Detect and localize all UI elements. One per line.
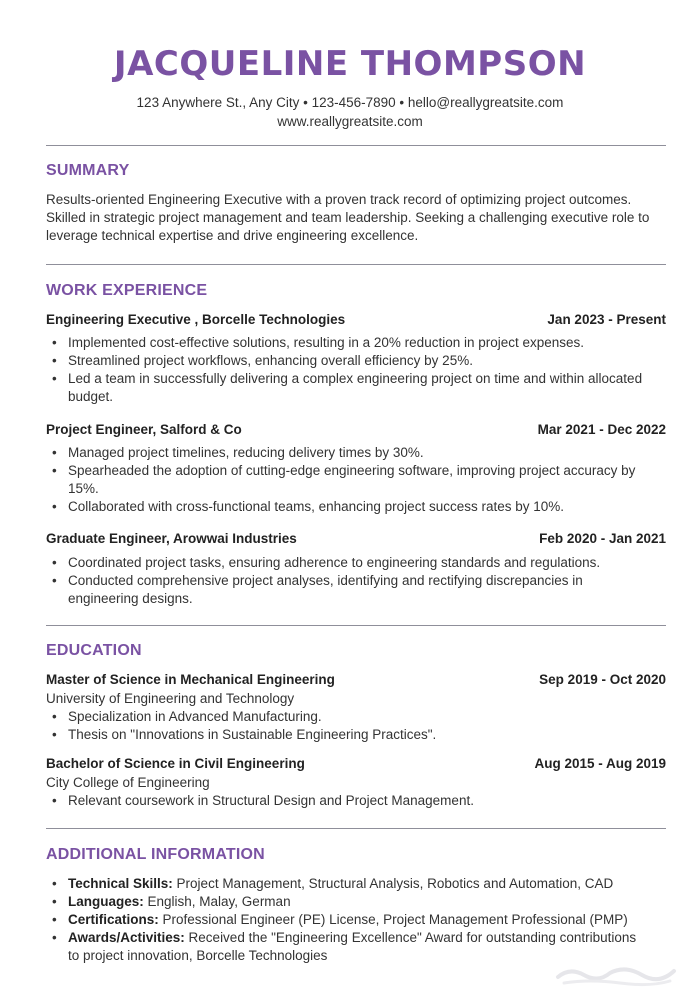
- degree-header: [46, 756, 666, 774]
- contact-line: 123 Anywhere St., Any City • 123-456-7890 • hello@reallygreatsite.com: [136, 95, 564, 110]
- list-item: • Thesis on "Innovations in Sustainable Engineering Practices".: [46, 726, 646, 744]
- list-item: [46, 875, 646, 893]
- job-bullets: [46, 444, 646, 516]
- info-value: Professional Engineer (PE) License, Project Management Professional (PMP): [158, 912, 628, 927]
- website-line: www.reallygreatsite.com: [277, 114, 423, 129]
- info-value: Project Management, Structural Analysis, Robotics and Automation, CAD: [172, 876, 614, 891]
- list-item: [46, 893, 646, 911]
- list-item: • Collaborated with cross-functional teams, enhancing project success rates by 10%.: [46, 498, 646, 516]
- job-title: Engineering Executive , Borcelle Technologies: [46, 312, 346, 327]
- divider: [46, 625, 666, 626]
- list-item: • Specialization in Advanced Manufacturing.: [46, 708, 646, 726]
- list-item: • Managed project timelines, reducing delivery times by 30%.: [46, 444, 646, 462]
- degree-header: [46, 672, 666, 690]
- divider: [46, 828, 666, 829]
- info-label: Certifications:: [68, 912, 159, 927]
- job-header: [46, 312, 666, 330]
- info-value: Received the "Engineering Excellence" Award for outstanding contributions to project innovation, Borcelle Technologies: [68, 930, 637, 963]
- candidate-name: JACQUELINE THOMPSON: [113, 44, 587, 84]
- summary-title: SUMMARY: [46, 162, 130, 179]
- additional-info-list: [46, 875, 646, 965]
- list-item: • Led a team in successfully delivering a complex engineering project on time and within allocated budget.: [46, 370, 646, 406]
- work-experience-title: WORK EXPERIENCE: [46, 282, 208, 299]
- list-item: • Relevant coursework in Structural Design and Project Management.: [46, 792, 646, 810]
- job-dates: Jan 2023 - Present: [547, 312, 666, 327]
- divider: [46, 145, 666, 146]
- job-dates: Feb 2020 - Jan 2021: [539, 531, 666, 546]
- job-dates: Mar 2021 - Dec 2022: [537, 422, 666, 437]
- degree-title: Bachelor of Science in Civil Engineering: [46, 756, 305, 771]
- degree-dates: Sep 2019 - Oct 2020: [539, 672, 666, 687]
- job-header: [46, 422, 666, 440]
- list-item: • Coordinated project tasks, ensuring adherence to engineering standards and regulations.: [46, 554, 646, 572]
- education-title: EDUCATION: [46, 642, 142, 659]
- divider: [46, 264, 666, 265]
- info-value: English, Malay, German: [143, 894, 291, 909]
- degree-bullets: [46, 792, 646, 810]
- list-item: • Spearheaded the adoption of cutting-edge engineering software, improving project accuracy by 15%.: [46, 462, 646, 498]
- additional-info-title: ADDITIONAL INFORMATION: [46, 846, 265, 863]
- info-label: Awards/Activities:: [68, 930, 185, 945]
- job-bullets: [46, 334, 646, 406]
- list-item: • Implemented cost-effective solutions, resulting in a 20% reduction in project expenses.: [46, 334, 646, 352]
- degree-dates: Aug 2015 - Aug 2019: [534, 756, 666, 771]
- info-label: Languages:: [68, 894, 144, 909]
- list-item: [46, 911, 646, 929]
- job-bullets: [46, 554, 646, 608]
- school-name: University of Engineering and Technology: [46, 691, 295, 706]
- job-title: Project Engineer, Salford & Co: [46, 422, 242, 437]
- list-item: • Streamlined project workflows, enhancing overall efficiency by 25%.: [46, 352, 646, 370]
- job-title: Graduate Engineer, Arowwai Industries: [46, 531, 297, 546]
- job-header: [46, 531, 666, 549]
- degree-title: Master of Science in Mechanical Engineering: [46, 672, 335, 687]
- list-item: • Conducted comprehensive project analyses, identifying and rectifying discrepancies in engineering designs.: [46, 572, 646, 608]
- watermark-logo-icon: [550, 957, 680, 987]
- summary-text: Results-oriented Engineering Executive with a proven track record of optimizing project outcomes. Skilled in strategic project management and team leadership. Seeking a challenging executive role to leverage technical expertise and drive engineering excellence.: [46, 192, 650, 243]
- info-label: Technical Skills:: [68, 876, 173, 891]
- school-name: City College of Engineering: [46, 775, 210, 790]
- degree-bullets: [46, 708, 646, 744]
